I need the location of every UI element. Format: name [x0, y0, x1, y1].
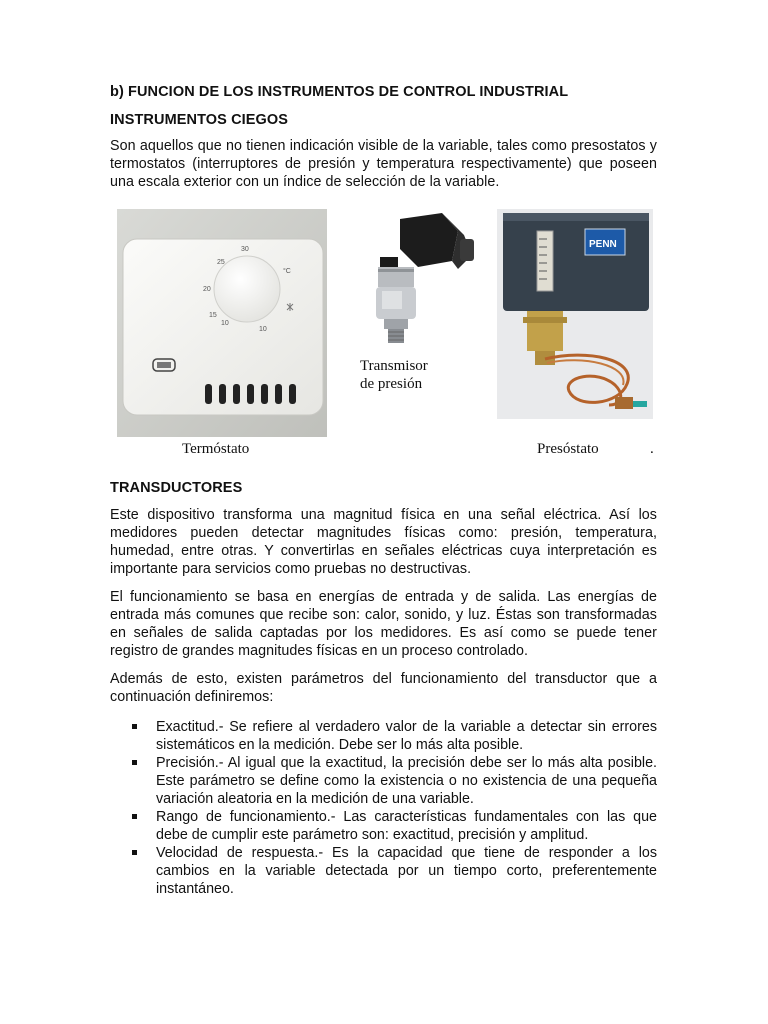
- list-item-text: Precisión.- Al igual que la exactitud, la precisión debe ser lo más alta posible. Este parámetro se define como la existencia o no existencia de una pequeña variación aleatoria en la medición de una variable.: [156, 755, 657, 807]
- bullet-icon: [132, 814, 137, 819]
- document-page: [110, 84, 657, 898]
- transducers-heading: TRANSDUCTORES: [110, 480, 243, 496]
- trailing-mark: .: [650, 441, 654, 457]
- paragraph-1: Este dispositivo transforma una magnitud física en una señal eléctrica. Así los medidores pueden detectar magnitudes físicas como: presión, temperatura, humedad, entre otras. Y convertirlas en señales eléctricas cuya interpretación es importante para servicios como pruebas no destructivas.: [110, 507, 657, 577]
- blind-instruments-heading: INSTRUMENTOS CIEGOS: [110, 112, 289, 128]
- dial-label-30: 30: [241, 246, 249, 253]
- bullet-icon: [132, 760, 137, 765]
- pressostat-image: [497, 209, 653, 419]
- list-item-text: Velocidad de respuesta.- Es la capacidad que tiene de responder a los cambios en la variable detectada por un tiempo corto, preferentemente instantáneo.: [156, 845, 657, 897]
- section-title: b) FUNCION DE LOS INSTRUMENTOS DE CONTROL INDUSTRIAL: [110, 84, 569, 100]
- dial-label-20: 20: [203, 286, 211, 293]
- transmitter-caption-line2: de presión: [360, 376, 423, 392]
- list-item: [110, 718, 657, 754]
- list-item-text: Exactitud.- Se refiere al verdadero valor de la variable a detectar sin errores sistemáticos en la medición. Debe ser lo más alta posible.: [156, 719, 657, 753]
- parameter-list: [110, 718, 657, 898]
- dial-label-unit: °C: [283, 268, 291, 275]
- figure-row: [110, 209, 657, 471]
- list-item-text: Rango de funcionamiento.- Las características fundamentales con las que debe de cumplir este parámetro son: exactitud, precisión y amplitud.: [156, 809, 657, 843]
- transmitter-caption-line1: Transmisor: [360, 358, 428, 374]
- paragraph-2: El funcionamiento se basa en energías de entrada y de salida. Las energías de entrada más comunes que recibe son: calor, sonido, y luz. Éstas son transformadas en señales de salida captadas por los medidores. Es así como se puede tener registro de grandes magnitudes físicas en un proceso controlado.: [110, 589, 657, 659]
- list-item: [110, 808, 657, 844]
- list-item: [110, 754, 657, 808]
- bullet-icon: [132, 724, 137, 729]
- penn-logo: PENN: [589, 239, 617, 250]
- pressostat-caption: Presóstato: [537, 441, 599, 457]
- dial-label-10a: 10: [221, 320, 229, 327]
- dial-label-15: 15: [209, 312, 217, 319]
- thermostat-image: [117, 209, 327, 437]
- dial-label-10b: 10: [259, 326, 267, 333]
- transmitter-caption: [360, 357, 428, 393]
- list-item: [110, 844, 657, 898]
- blind-instruments-text: Son aquellos que no tienen indicación visible de la variable, tales como presostatos y termostatos (interruptores de presión y temperatura respectivamente) que poseen una escala exterior con un índice de selección de la variable.: [110, 138, 657, 190]
- paragraph-3: Además de esto, existen parámetros del funcionamiento del transductor que a continuación definiremos:: [110, 671, 657, 705]
- thermostat-caption: Termóstato: [182, 441, 250, 457]
- bullet-icon: [132, 850, 137, 855]
- dial-label-25: 25: [217, 259, 225, 266]
